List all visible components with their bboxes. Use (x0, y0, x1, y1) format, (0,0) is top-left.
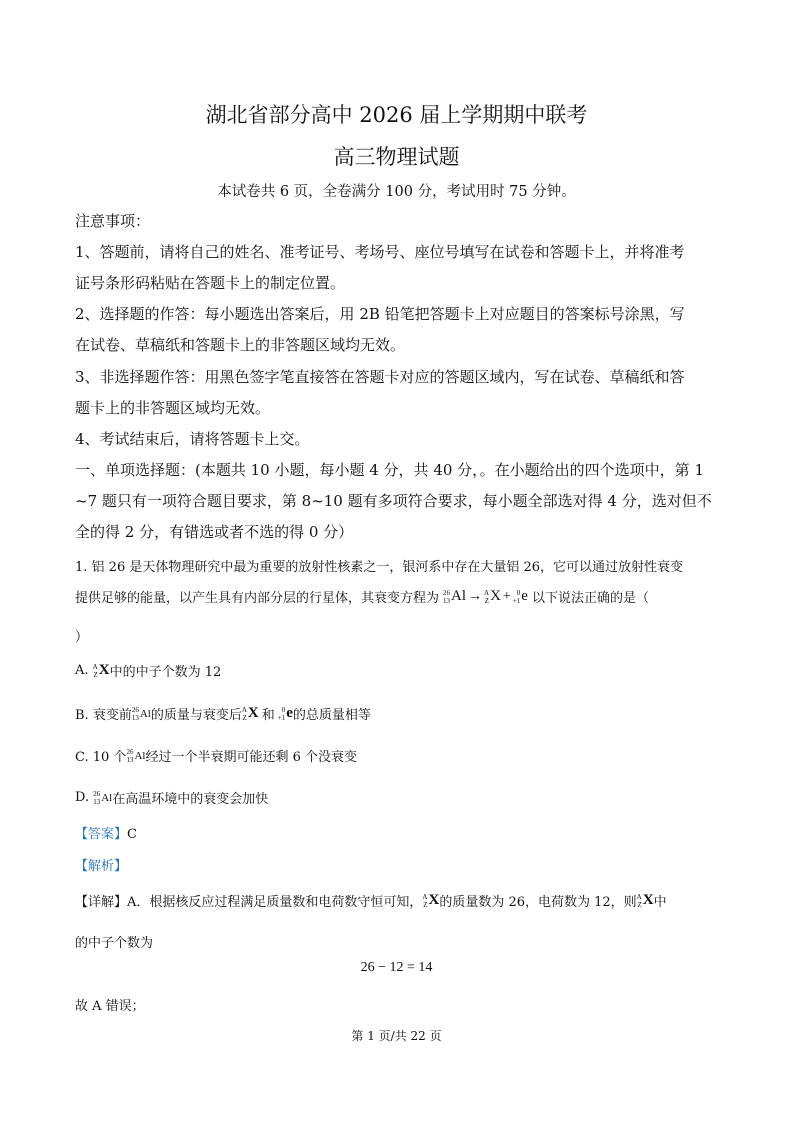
x-mass-number: A (241, 705, 247, 714)
detail-text-a: A．根据核反应过程满足质量数和电荷数守恒可知， (127, 895, 423, 910)
option-d-prefix: D. (75, 790, 94, 805)
al-charge-number: 13 (443, 596, 451, 605)
option-d (75, 788, 268, 807)
x-symbol: X (247, 705, 259, 721)
answer-label: 【答案】 (75, 827, 128, 842)
detail-label: 【详解】 (75, 895, 128, 910)
option-a (75, 661, 221, 680)
e-symbol: e (521, 588, 528, 604)
x-mass-number: A (636, 892, 642, 901)
plus-sign: + (502, 588, 511, 604)
decay-equation (443, 588, 528, 605)
al-mass-number: 26 (131, 705, 139, 714)
x-charge-number: Z (93, 670, 98, 679)
note-1-line-2: 证号条形码粘贴在答题卡上的制定位置。 (75, 274, 346, 292)
option-b (75, 704, 371, 723)
analysis-label: 【解析】 (75, 859, 128, 874)
option-b-mid: 的质量与衰变后 (150, 708, 242, 723)
analysis-line (75, 855, 127, 874)
page-title: 湖北省部分高中 2026 届上学期期中联考 (205, 103, 588, 127)
question-1-stem-line-3: ） (75, 630, 89, 645)
section-instructions-line-1: 一、单项选择题：(本题共 10 小题，每小题 4 分，共 40 分，。在小题给出的四个选项中，第 1 (75, 461, 704, 479)
al-symbol: Al (139, 707, 151, 720)
conclusion-line: 故 A 错误； (75, 999, 145, 1014)
x-nuclide (93, 662, 110, 679)
option-a-text: 中的中子个数为 12 (109, 665, 222, 680)
x-charge-number: Z (242, 713, 247, 722)
note-1-line-1: 1、答题前，请将自己的姓名、准考证号、考场号、座位号填写在试卷和答题卡上，并将准考 (75, 243, 685, 261)
question-1-stem-line-1: 1. 铝 26 是天体物理研究中最为重要的放射性核素之一，银河系中存在大量铝 26，它可以通过放射性衰变 (75, 560, 684, 575)
x-nuclide (242, 705, 259, 722)
option-c-text: 经过一个半衰期可能还剩 6 个没衰变 (145, 750, 357, 765)
note-2-line-1: 2、选择题的作答：每小题选出答案后，用 2B 铅笔把答题卡上对应题目的答案标号涂黑，写 (75, 305, 685, 323)
al-symbol: Al (101, 791, 113, 804)
al-nuclide (93, 790, 112, 806)
stem-text-pre: 提供足够的能量，以产生具有内部分层的行星体，其衰变方程为 (75, 591, 440, 606)
option-c (75, 746, 357, 765)
detail-line-1 (75, 891, 667, 910)
x-symbol: X (642, 892, 654, 908)
al-charge-number: 13 (126, 755, 134, 764)
exam-info: 本试卷共 6 页，全卷满分 100 分，考试用时 75 分钟。 (217, 184, 576, 200)
detail-line-2: 的中子个数为 (75, 936, 154, 951)
al-nuclide (126, 748, 145, 764)
al-nuclide (132, 706, 151, 722)
x-symbol: X (428, 892, 440, 908)
answer-value: C (127, 827, 137, 842)
x-mass-number: A (484, 588, 490, 597)
note-3-line-1: 3、非选择题作答：用黑色签字笔直接答在答题卡对应的答题区域内，写在试卷、草稿纸和答 (75, 368, 685, 386)
x-nuclide (422, 892, 439, 909)
al-mass-number: 26 (93, 789, 101, 798)
option-d-text: 在高温环境中的衰变会加快 (112, 792, 269, 807)
option-c-prefix: C. 10 个 (75, 750, 127, 765)
x-symbol: X (490, 588, 501, 604)
question-1-stem-line-2 (75, 587, 649, 606)
al-mass-number: 26 (126, 747, 134, 756)
option-b-and: 和 (261, 708, 275, 723)
section-instructions-line-2: ~7 题只有一项符合题目要求，第 8~10 题有多项符合要求，每小题全部选对得 4 分，选对但不 (75, 492, 712, 510)
note-4: 4、考试结束后，请将答题卡上交。 (75, 430, 310, 448)
al-charge-number: 13 (93, 797, 101, 806)
reaction-arrow: → (468, 588, 483, 604)
x-symbol: X (98, 662, 110, 678)
al-mass-number: 26 (443, 588, 451, 597)
x-nuclide (637, 892, 654, 909)
e-charge-number: +1 (277, 713, 286, 722)
notes-heading: 注意事项： (75, 212, 151, 230)
page-footer: 第 1 页/共 22 页 (351, 1029, 442, 1043)
detail-text-c: 中 (653, 895, 667, 910)
e-symbol: e (286, 705, 293, 721)
x-charge-number: Z (423, 900, 428, 909)
x-charge-number: Z (484, 596, 490, 605)
e-nuclide (278, 705, 293, 722)
option-b-text: 的总质量相等 (292, 708, 371, 723)
al-charge-number: 13 (131, 713, 139, 722)
x-mass-number: A (422, 892, 428, 901)
section-instructions-line-3: 全的得 2 分，有错选或者不选的得 0 分） (75, 523, 354, 541)
neutron-equation: 26 − 12 = 14 (360, 960, 433, 975)
stem-text-post: 以下说法正确的是（ (531, 591, 649, 606)
detail-text-b: 的质量数为 26，电荷数为 12，则 (439, 895, 637, 910)
e-charge-number: +1 (512, 596, 521, 605)
note-2-line-2: 在试卷、草稿纸和答题卡上的非答题区域均无效。 (75, 336, 406, 354)
e-mass-number: 0 (516, 588, 521, 597)
al-symbol: Al (451, 588, 467, 604)
answer-line (75, 823, 137, 842)
x-charge-number: Z (637, 900, 642, 909)
option-b-prefix: B. 衰变前 (75, 708, 132, 723)
al-symbol: Al (134, 749, 146, 762)
e-mass-number: 0 (281, 705, 286, 714)
x-mass-number: A (92, 662, 98, 671)
page-subtitle: 高三物理试题 (333, 145, 460, 169)
note-3-line-2: 题卡上的非答题区域均无效。 (75, 399, 271, 417)
option-a-prefix: A. (75, 663, 93, 678)
